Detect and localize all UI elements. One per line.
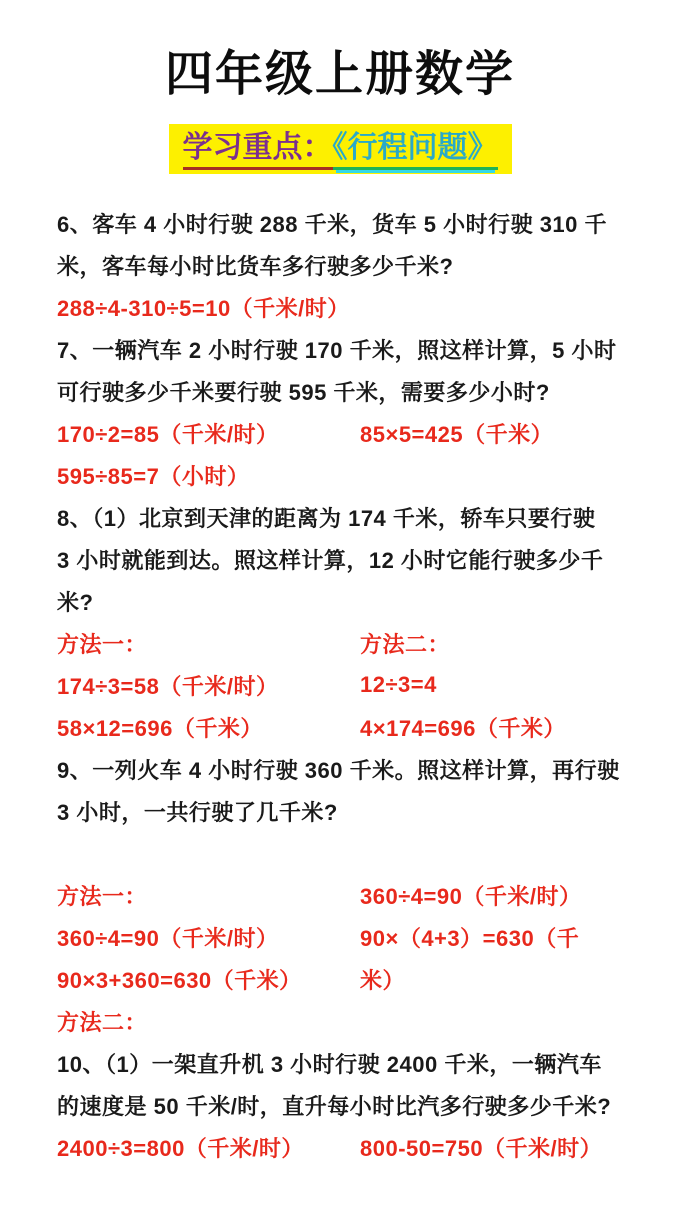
answer-line [57, 1126, 623, 1168]
problem-text: 9、一列火车 4 小时行驶 360 千米。照这样计算，再行驶 [57, 757, 620, 783]
answer-text: 800-50=750（千米/时） [360, 1135, 603, 1161]
answer-line [57, 664, 623, 706]
problem-text: 3 小时就能到达。照这样计算，12 小时它能行驶多少千 [57, 547, 604, 573]
problem-line [57, 328, 623, 370]
problem-text: 8、（1）北京到天津的距离为 174 千米，轿车只要行驶 [57, 505, 596, 531]
problem-text: 10、（1）一架直升机 3 小时行驶 2400 千米，一辆汽车 [57, 1051, 602, 1077]
answer-text: 170÷2=85（千米/时） [57, 421, 279, 447]
answer-line [57, 874, 623, 916]
answer-text: 90×（4+3）=630（千 [360, 925, 580, 951]
answer-text: 方法一： [57, 631, 148, 657]
answer-text: 58×12=696（千米） [57, 715, 263, 741]
problem-line [57, 748, 623, 790]
problem-line [57, 538, 623, 580]
problem-line [57, 202, 623, 244]
answer-text: 360÷4=90（千米/时） [360, 883, 582, 909]
problem-text: 6、客车 4 小时行驶 288 千米，货车 5 小时行驶 310 千 [57, 211, 608, 237]
answer-line [57, 286, 623, 328]
problem-text: 3 小时，一共行驶了几千米? [57, 799, 338, 825]
focus-banner [169, 124, 512, 174]
problem-text: 7、一辆汽车 2 小时行驶 170 千米，照这样计算，5 小时 [57, 337, 617, 363]
answer-line [57, 916, 623, 958]
problem-line [57, 580, 623, 622]
blank-line [57, 832, 623, 874]
problem-text: 的速度是 50 千米/时，直升每小时比汽多行驶多少千米? [57, 1093, 612, 1119]
problem-line [57, 370, 623, 412]
problem-line [57, 244, 623, 286]
answer-line [57, 706, 623, 748]
answer-text: 2400÷3=800（千米/时） [57, 1135, 304, 1161]
answer-line [57, 454, 623, 496]
answer-text: 174÷3=58（千米/时） [57, 673, 279, 699]
problem-text: 可行驶多少千米要行驶 595 千米，需要多少小时? [57, 379, 550, 405]
focus-banner-label: 学习重点： [183, 131, 333, 170]
answer-line [57, 1000, 623, 1042]
focus-banner-container [0, 124, 680, 174]
answer-line [57, 412, 623, 454]
answer-text: 360÷4=90（千米/时） [57, 925, 279, 951]
problem-line [57, 496, 623, 538]
worksheet-body [0, 202, 680, 1168]
answer-text: 12÷3=4 [360, 672, 437, 697]
page-title: 四年级上册数学 [164, 48, 515, 101]
answer-text: 85×5=425（千米） [360, 421, 554, 447]
answer-text: 米） [360, 967, 406, 993]
answer-line [57, 958, 623, 1000]
answer-text: 288÷4-310÷5=10（千米/时） [57, 295, 350, 321]
problem-line [57, 790, 623, 832]
problem-line [57, 1084, 623, 1126]
problem-line [57, 1042, 623, 1084]
answer-text: 595÷85=7（小时） [57, 463, 250, 489]
answer-text: 方法二： [360, 631, 451, 657]
answer-line [57, 622, 623, 664]
problem-text: 米，客车每小时比货车多行驶多少千米? [57, 253, 454, 279]
problem-text: 米? [57, 589, 94, 615]
answer-text: 4×174=696（千米） [360, 715, 566, 741]
answer-text: 90×3+360=630（千米） [57, 967, 302, 993]
answer-text: 方法二： [57, 1009, 148, 1035]
focus-banner-topic: 《行程问题》 [333, 131, 498, 170]
answer-text: 方法一： [57, 883, 148, 909]
